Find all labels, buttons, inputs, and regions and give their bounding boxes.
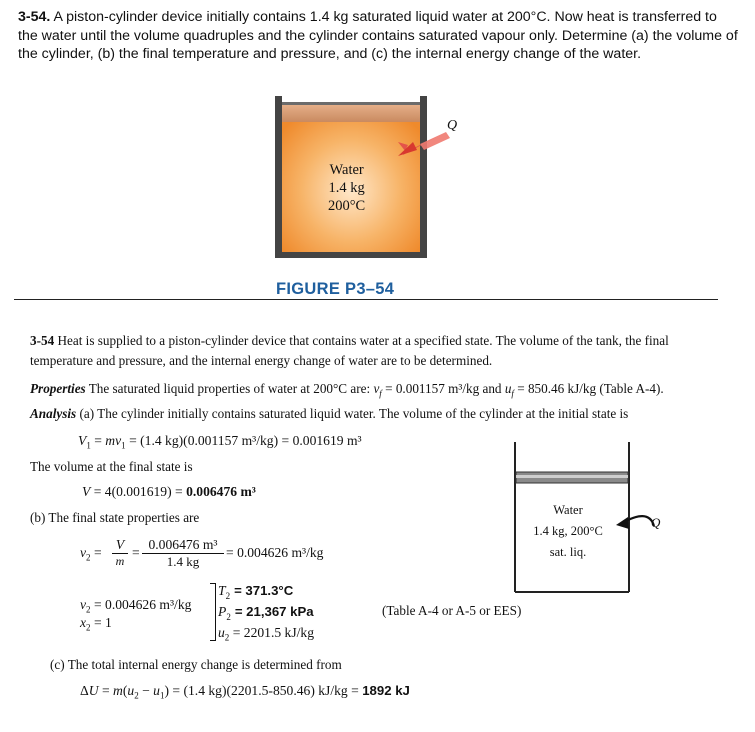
eq3-denominator: 1.4 kg [166, 554, 200, 569]
part-c-text: (c) The total internal energy change is determined from [50, 657, 342, 672]
figure-content-line: 1.4 kg [328, 180, 365, 196]
state2-internal-energy: $u_2 = 2201.5$ kJ/kg [218, 625, 315, 643]
eq3-lhs: $v_2$ = [80, 545, 102, 563]
cylinder-left-wall [275, 96, 282, 258]
figure-contents [328, 161, 365, 215]
part-b-text: (b) The final state properties are [30, 510, 200, 525]
schematic-content-line: Water [553, 503, 583, 517]
piston [282, 104, 420, 122]
cylinder-bottom [275, 252, 427, 258]
schematic-content-line: 1.4 kg, 200°C [533, 524, 603, 538]
eq4-expression: = (1.4 kg)(2201.5-850.46) kJ/kg = [172, 683, 359, 698]
analysis-label: Analysis [30, 406, 77, 421]
solution-number: 3-54 [30, 333, 55, 348]
eq4-result: 1892 kJ [362, 683, 410, 698]
problem-number: 3-54. [18, 9, 51, 25]
schematic-contents [520, 500, 616, 563]
analysis-text: (a) The cylinder initially contains saturated liquid water. The volume of the cylinder at the initial state is [79, 406, 629, 421]
cylinder-right-wall [420, 96, 427, 258]
properties-text: The saturated liquid properties of water at 200°C are: [88, 381, 371, 396]
solution-intro-line2: temperature and pressure, and the internal energy change of water are to be determined. [30, 353, 493, 368]
final-state-text: The volume at the final state is [30, 459, 193, 474]
equation-final-volume: V = 4(0.001619) = 0.006476 m³ [82, 484, 256, 499]
state2-pressure: $P_2 = 21,367$ kPa [218, 604, 314, 623]
problem-text: A piston-cylinder device initially contains 1.4 kg saturated liquid water at 200°C. Now heat is transferred to the water until the volume quadruples and the cylinder contains saturated vapour only. Determine (a) the volume of the cylinder, (b) the final temperature and pressure, and (c) the internal energy change of the water. [18, 9, 738, 63]
eq3-result: = 0.004626 m³/kg [226, 545, 324, 560]
state2-x-value: = 1 [93, 615, 112, 630]
heat-q-label: Q [447, 118, 458, 133]
figure-content-line: 200°C [328, 198, 366, 214]
schematic-content-line: sat. liq. [549, 545, 587, 559]
eq3-frac-numeric [142, 537, 224, 570]
solution-intro-line1 [30, 333, 669, 349]
eq3-numerator: 0.006476 m³ [142, 537, 224, 554]
equation-initial-volume: $V_1 = mv_1 = (1.4$ kg)(0.001157 m³/kg) = 0.001619 m³ [78, 433, 362, 451]
figure-content-line: Water [329, 162, 364, 178]
right-brace [210, 583, 216, 641]
u2-value: = 2201.5 kJ/kg [232, 625, 315, 640]
state2-specific-volume: $v_2 = 0.004626$ m³/kg [80, 597, 192, 615]
state2-v-value: = 0.004626 m³/kg [93, 597, 192, 612]
properties-v-value: = 0.001157 m³/kg and [385, 381, 502, 396]
schematic-q-label: Q [651, 515, 661, 530]
state2-quality: $x_2 = 1$ [80, 615, 112, 633]
state2-temperature: $T_2 = 371.3^\circ C$ [218, 583, 294, 602]
eq1-expression: = (1.4 kg)(0.001157 m³/kg) = 0.001619 m³ [129, 433, 362, 448]
section-divider [14, 299, 718, 300]
P2-value: = 21,367 kPa [234, 604, 314, 619]
eq2-result: 0.006476 m³ [186, 484, 256, 499]
solution-intro-text: Heat is supplied to a piston-cylinder device that contains water at a specified state. The volume of the tank, the final [57, 333, 669, 348]
properties-label: Properties [30, 381, 86, 396]
T2-value: = 371.3°C [234, 583, 294, 598]
table-reference: (Table A-4 or A-5 or EES) [382, 603, 522, 618]
eq3-frac-symbolic: $\frac{V}{m}$ [112, 537, 128, 569]
properties-line: Properties The saturated liquid properties of water at 200°C are: $v_f = 0.001157$ m³/kg and $u_f = 850.46$ kJ/kg (Table A-4). [30, 381, 664, 399]
curved-heat-arrow-icon [616, 516, 654, 529]
equation-internal-energy-change: $\Delta U = m(u_2 - u_1) = (1.4$ kg)(2201.5-850.46) kJ/kg = 1892 kJ [80, 683, 410, 701]
problem-statement [18, 8, 738, 64]
eq2-expression: = 4(0.001619) = [93, 484, 183, 499]
properties-u-value: = 850.46 kJ/kg (Table A-4). [517, 381, 664, 396]
figure-caption: FIGURE P3–54 [276, 280, 395, 298]
analysis-line [30, 406, 628, 422]
